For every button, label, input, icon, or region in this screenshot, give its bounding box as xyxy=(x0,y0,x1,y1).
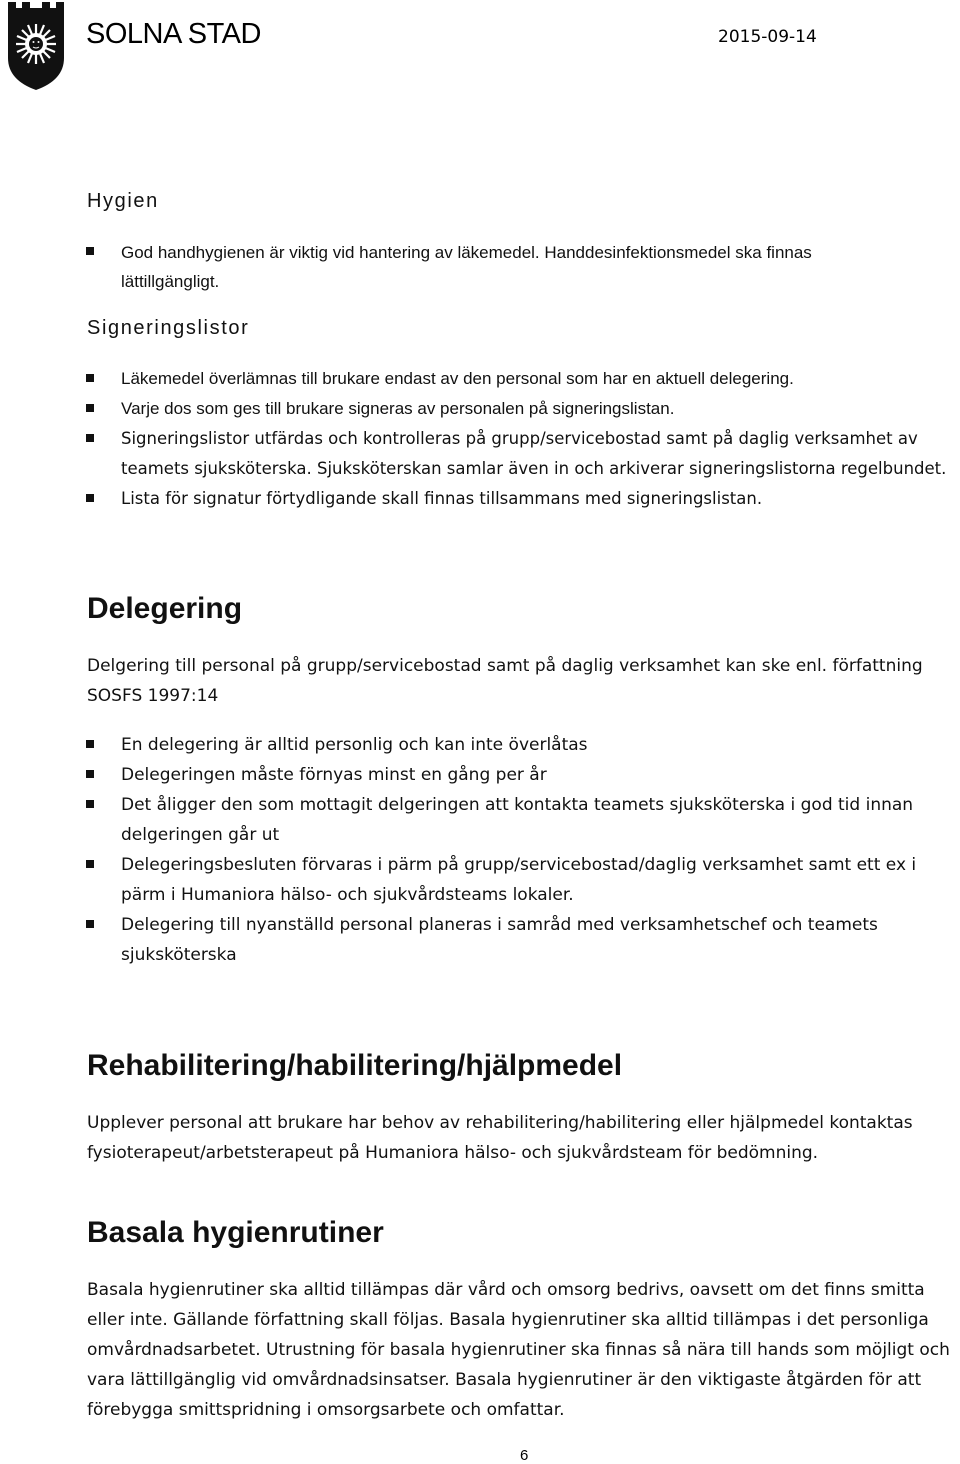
organization-name: SOLNA STAD xyxy=(86,18,261,50)
bullet-square-icon xyxy=(86,374,94,382)
bullet-square-icon xyxy=(86,800,94,808)
document-date: 2015-09-14 xyxy=(718,27,817,47)
section-heading-signeringslistor: Signeringslistor xyxy=(87,317,250,339)
list-item-text: Lista för signatur förtydligande skall finnas tillsammans med signeringslistan. xyxy=(121,489,763,508)
list-item xyxy=(0,484,960,514)
delegering-intro: Delgering till personal på grupp/servicebostad samt på daglig verksamhet kan ske enl. författning SOSFS 1997:14 xyxy=(87,656,923,706)
list-item xyxy=(0,850,960,910)
bullet-square-icon xyxy=(86,740,94,748)
bullet-square-icon xyxy=(86,247,94,255)
section-heading-basala-hygienrutiner: Basala hygienrutiner xyxy=(87,1216,384,1249)
bullet-square-icon xyxy=(86,920,94,928)
delegering-list xyxy=(0,730,960,970)
list-item-text: En delegering är alltid personlig och kan inte överlåtas xyxy=(121,735,588,755)
basala-hygienrutiner-text: Basala hygienrutiner ska alltid tillämpas där vård och omsorg bedrivs, oavsett om det finns smitta eller inte. Gällande författning skall följas. Basala hygienrutiner ska alltid tillämpas i det personliga omvårdnadsarbetet. Utrustning för basala hygienrutiner ska finnas så nära till hands som möjligt och vara lättillgänglig vid omvårdnadsinsatser. Basala hygienrutiner är den viktigaste åtgärden för att förebygga smittspridning i omsorgsarbete och omfattar. xyxy=(87,1280,950,1420)
list-item xyxy=(0,910,960,970)
signeringslistor-list xyxy=(0,364,960,514)
list-item xyxy=(0,730,960,760)
list-item xyxy=(0,760,960,790)
section-heading-rehabilitering: Rehabilitering/habilitering/hjälpmedel xyxy=(87,1049,623,1082)
list-item xyxy=(0,364,960,394)
list-item-text: Delegering till nyanställd personal planeras i samråd med verksamhetschef och teamets sjuksköterska xyxy=(121,915,878,965)
list-item-text: Det åligger den som mottagit delgeringen att kontakta teamets sjuksköterska i god tid innan delgeringen går ut xyxy=(121,795,914,845)
list-item-text: Delegeringsbesluten förvaras i pärm på grupp/servicebostad/daglig verksamhet samt ett ex i pärm i Humaniora hälso- och sjukvårdsteams lokaler. xyxy=(121,855,917,905)
list-item-text: Läkemedel överlämnas till brukare endast av den personal som har en aktuell delegering. xyxy=(121,369,794,388)
bullet-square-icon xyxy=(86,860,94,868)
list-item-text: God handhygienen är viktig vid hantering av läkemedel. Handdesinfektionsmedel ska finnas lättillgängligt. xyxy=(121,243,812,291)
list-item xyxy=(0,238,830,296)
bullet-square-icon xyxy=(86,770,94,778)
list-item xyxy=(0,424,960,484)
list-item xyxy=(0,394,960,424)
list-item xyxy=(0,790,960,850)
list-item-text: Delegeringen måste förnyas minst en gång per år xyxy=(121,765,547,785)
page-number: 6 xyxy=(520,1447,529,1464)
bullet-square-icon xyxy=(86,494,94,502)
rehabilitering-text: Upplever personal att brukare har behov av rehabilitering/habilitering eller hjälpmedel kontaktas fysioterapeut/arbetsterapeut på Humaniora hälso- och sjukvårdsteam för bedömning. xyxy=(87,1113,913,1163)
list-item-text: Varje dos som ges till brukare signeras av personalen på signeringslistan. xyxy=(121,399,675,418)
hygien-list xyxy=(0,238,830,296)
solna-coat-of-arms-logo xyxy=(6,0,66,92)
list-item-text: Signeringslistor utfärdas och kontrolleras på grupp/servicebostad samt på daglig verksamhet av teamets sjuksköterska. Sjuksköterskan samlar även in och arkiverar signeringslistorna regelbundet. xyxy=(121,429,947,478)
section-heading-delegering: Delegering xyxy=(87,592,243,625)
bullet-square-icon xyxy=(86,434,94,442)
bullet-square-icon xyxy=(86,404,94,412)
section-heading-hygien: Hygien xyxy=(87,190,159,212)
